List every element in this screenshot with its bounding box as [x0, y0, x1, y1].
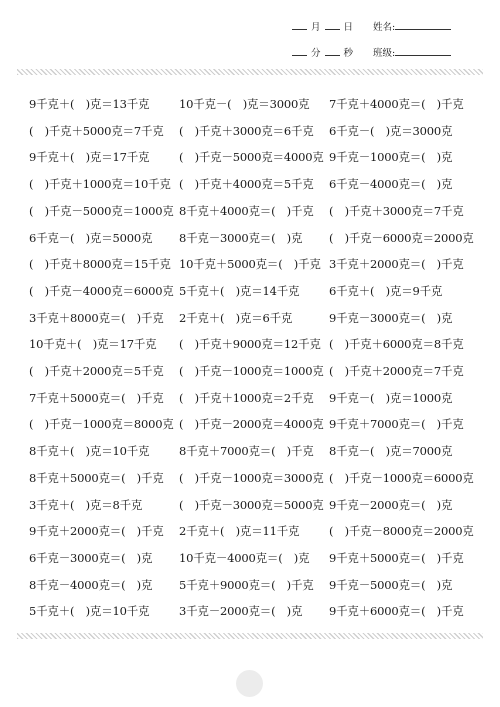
problem-item: ( )千克－1000克＝8000克 — [29, 417, 174, 432]
problem-item: 9千克－3000克＝( )克 — [329, 310, 453, 325]
problem-item: ( )千克＋2000克＝5千克 — [29, 364, 164, 378]
problem-item: 8千克＋4000克＝( )千克 — [179, 203, 314, 218]
problem-item: 8千克＋( )克＝10千克 — [29, 444, 150, 459]
problem-item: 7千克＋4000克＝( )千克 — [329, 97, 464, 111]
name-label: 姓名: — [373, 22, 396, 33]
problem-item: ( )千克＋6000克＝8千克 — [329, 337, 464, 352]
problem-item: 9千克＋( )克＝17千克 — [29, 150, 150, 165]
problem-item: 8千克＋7000克＝( )千克 — [179, 444, 314, 459]
problem-item: 3千克－2000克＝( )克 — [179, 604, 303, 619]
problem-item: 8千克＋5000克＝( )千克 — [29, 470, 164, 485]
problem-item: 10千克＋5000克＝( )千克 — [179, 257, 321, 272]
problem-item: ( )千克－5000克＝4000克 — [179, 150, 324, 165]
problem-item: ( )千克＋3000克＝6千克 — [179, 123, 314, 138]
problem-item: 9千克－1000克＝( )克 — [329, 150, 453, 165]
problem-item: ( )千克＋3000克＝7千克 — [329, 203, 464, 218]
problem-item: ( )千克－5000克＝1000克 — [29, 203, 174, 218]
problem-item: 3千克＋( )克＝8千克 — [29, 497, 143, 512]
problem-item: 6千克－3000克＝( )克 — [29, 550, 153, 565]
problem-item: 8千克－4000克＝( )克 — [29, 577, 153, 592]
problem-item: 9千克－5000克＝( )克 — [329, 577, 453, 592]
problem-item: 2千克＋( )克＝11千克 — [179, 524, 300, 539]
month-label: 月 — [311, 22, 321, 33]
day-label: 日 — [343, 22, 354, 33]
minute-label: 分 — [311, 48, 321, 59]
problem-item: 10千克－4000克＝( )克 — [179, 550, 310, 565]
problem-item: 10千克＋( )克＝17千克 — [29, 337, 157, 352]
problem-item: 7千克＋5000克＝( )千克 — [29, 390, 164, 405]
problem-item: 9千克＋5000克＝( )千克 — [329, 550, 464, 565]
problem-item: ( )千克＋2000克＝7千克 — [329, 364, 464, 378]
problem-item: ( )千克－1000克＝6000克 — [329, 470, 474, 485]
problem-item: 10千克－( )克＝3000克 — [179, 97, 310, 111]
problem-item: 8千克－( )克＝7000克 — [329, 444, 453, 459]
second-label: 秒 — [343, 48, 354, 59]
problem-item: 9千克＋6000克＝( )千克 — [329, 604, 464, 619]
class-label: 班级: — [373, 48, 396, 59]
problem-item: 8千克－3000克＝( )克 — [179, 230, 303, 245]
problem-item: ( )千克－6000克＝2000克 — [329, 230, 474, 245]
problem-item: 9千克－( )克＝1000克 — [329, 390, 453, 405]
problem-item: ( )千克＋1000克＝2千克 — [179, 390, 314, 405]
problem-item: 9千克＋7000克＝( )千克 — [329, 417, 464, 432]
problem-item: ( )千克－1000克＝1000克 — [179, 364, 324, 378]
problem-item: 2千克＋( )克＝6千克 — [179, 310, 293, 325]
problem-item: 6千克－( )克＝3000克 — [329, 123, 453, 138]
problem-item: 3千克＋2000克＝( )千克 — [329, 257, 464, 272]
problem-item: ( )千克＋8000克＝15千克 — [29, 257, 171, 272]
problem-item: 6千克－( )克＝5000克 — [29, 230, 153, 245]
problem-item: 9千克＋2000克＝( )千克 — [29, 524, 164, 539]
problem-item: ( )千克＋9000克＝12千克 — [179, 337, 321, 352]
problem-item: ( )千克－2000克＝4000克 — [179, 417, 324, 432]
problem-item: ( )千克＋5000克＝7千克 — [29, 123, 164, 138]
problem-item: ( )千克－1000克＝3000克 — [179, 470, 324, 485]
problem-item: ( )千克－4000克＝6000克 — [29, 283, 174, 298]
problem-item: ( )千克＋1000克＝10千克 — [29, 177, 171, 192]
problem-item: 6千克－4000克＝( )克 — [329, 177, 453, 192]
problem-item: 3千克＋8000克＝( )千克 — [29, 310, 164, 325]
bottom-divider — [17, 633, 483, 639]
problem-item: 5千克＋9000克＝( )千克 — [179, 577, 314, 592]
problem-item: 9千克＋( )克＝13千克 — [29, 97, 150, 111]
problem-item: ( )千克－8000克＝2000克 — [329, 524, 474, 539]
problem-item: 9千克－2000克＝( )克 — [329, 497, 453, 512]
page-indicator — [236, 670, 263, 697]
problem-item: 6千克＋( )克＝9千克 — [329, 283, 443, 298]
problem-item: ( )千克＋4000克＝5千克 — [179, 177, 314, 192]
problem-item: 5千克＋( )克＝10千克 — [29, 604, 150, 619]
problem-item: 5千克＋( )克＝14千克 — [179, 283, 300, 298]
problem-item: ( )千克－3000克＝5000克 — [179, 497, 324, 512]
